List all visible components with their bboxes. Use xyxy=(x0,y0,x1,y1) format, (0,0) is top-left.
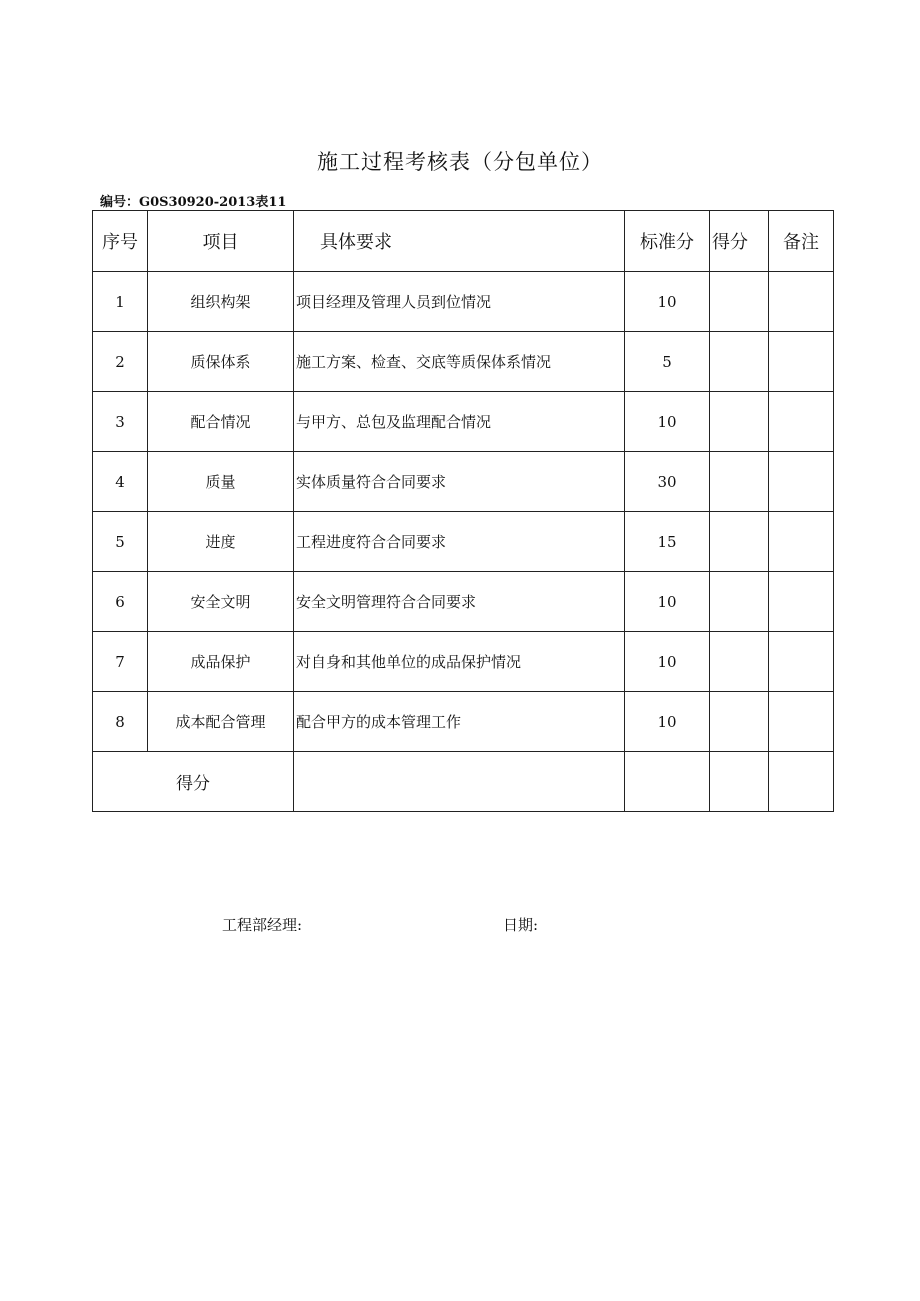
form-title: 施工过程考核表（分包单位） xyxy=(317,150,603,174)
row-no: 2 xyxy=(93,332,148,392)
row-item: 成品保护 xyxy=(148,632,294,692)
row-item: 安全文明 xyxy=(148,572,294,632)
table-row xyxy=(93,632,834,692)
row-score-cell[interactable] xyxy=(710,512,769,572)
table-row xyxy=(93,572,834,632)
row-requirement: 实体质量符合合同要求 xyxy=(294,452,625,512)
row-score-cell[interactable] xyxy=(710,572,769,632)
header-remark: 备注 xyxy=(769,211,834,272)
table-header-row xyxy=(93,211,834,272)
row-item: 进度 xyxy=(148,512,294,572)
row-remark-cell[interactable] xyxy=(769,452,834,512)
row-remark-cell[interactable] xyxy=(769,512,834,572)
row-no: 1 xyxy=(93,272,148,332)
row-no: 3 xyxy=(93,392,148,452)
total-label: 得分 xyxy=(93,752,294,812)
row-item: 配合情况 xyxy=(148,392,294,452)
table-row xyxy=(93,452,834,512)
total-standard-cell xyxy=(625,752,710,812)
manager-signature-label: 工程部经理: xyxy=(222,916,303,934)
row-remark-cell[interactable] xyxy=(769,692,834,752)
header-no: 序号 xyxy=(93,211,148,272)
row-standard: 5 xyxy=(625,332,710,392)
row-standard: 10 xyxy=(625,272,710,332)
row-requirement: 安全文明管理符合合同要求 xyxy=(294,572,625,632)
total-requirement-cell xyxy=(294,752,625,812)
row-score-cell[interactable] xyxy=(710,332,769,392)
row-standard: 15 xyxy=(625,512,710,572)
table-body xyxy=(93,272,834,752)
header-requirement: 具体要求 xyxy=(294,211,625,272)
row-no: 5 xyxy=(93,512,148,572)
row-requirement: 施工方案、检查、交底等质保体系情况 xyxy=(294,332,625,392)
row-score-cell[interactable] xyxy=(710,272,769,332)
table-row xyxy=(93,392,834,452)
table-row xyxy=(93,692,834,752)
total-remark-cell[interactable] xyxy=(769,752,834,812)
row-remark-cell[interactable] xyxy=(769,632,834,692)
row-item: 成本配合管理 xyxy=(148,692,294,752)
row-item: 质量 xyxy=(148,452,294,512)
row-score-cell[interactable] xyxy=(710,392,769,452)
row-no: 4 xyxy=(93,452,148,512)
table-row xyxy=(93,512,834,572)
row-standard: 30 xyxy=(625,452,710,512)
date-label: 日期: xyxy=(503,916,539,934)
row-remark-cell[interactable] xyxy=(769,272,834,332)
header-score: 得分 xyxy=(710,211,769,272)
row-remark-cell[interactable] xyxy=(769,572,834,632)
header-item: 项目 xyxy=(148,211,294,272)
table-row xyxy=(93,272,834,332)
row-standard: 10 xyxy=(625,632,710,692)
row-standard: 10 xyxy=(625,392,710,452)
row-no: 7 xyxy=(93,632,148,692)
row-requirement: 配合甲方的成本管理工作 xyxy=(294,692,625,752)
row-item: 组织构架 xyxy=(148,272,294,332)
row-score-cell[interactable] xyxy=(710,632,769,692)
row-no: 8 xyxy=(93,692,148,752)
row-score-cell[interactable] xyxy=(710,452,769,512)
row-score-cell[interactable] xyxy=(710,692,769,752)
row-remark-cell[interactable] xyxy=(769,332,834,392)
row-item: 质保体系 xyxy=(148,332,294,392)
total-score-cell[interactable] xyxy=(710,752,769,812)
row-requirement: 对自身和其他单位的成品保护情况 xyxy=(294,632,625,692)
row-standard: 10 xyxy=(625,692,710,752)
row-remark-cell[interactable] xyxy=(769,392,834,452)
assessment-table xyxy=(92,210,834,812)
form-code: 编号：G0S30920-2013表11 xyxy=(100,195,287,210)
table-row xyxy=(93,332,834,392)
row-requirement: 项目经理及管理人员到位情况 xyxy=(294,272,625,332)
header-standard: 标准分 xyxy=(625,211,710,272)
row-requirement: 工程进度符合合同要求 xyxy=(294,512,625,572)
row-no: 6 xyxy=(93,572,148,632)
total-row xyxy=(93,752,834,812)
row-standard: 10 xyxy=(625,572,710,632)
row-requirement: 与甲方、总包及监理配合情况 xyxy=(294,392,625,452)
